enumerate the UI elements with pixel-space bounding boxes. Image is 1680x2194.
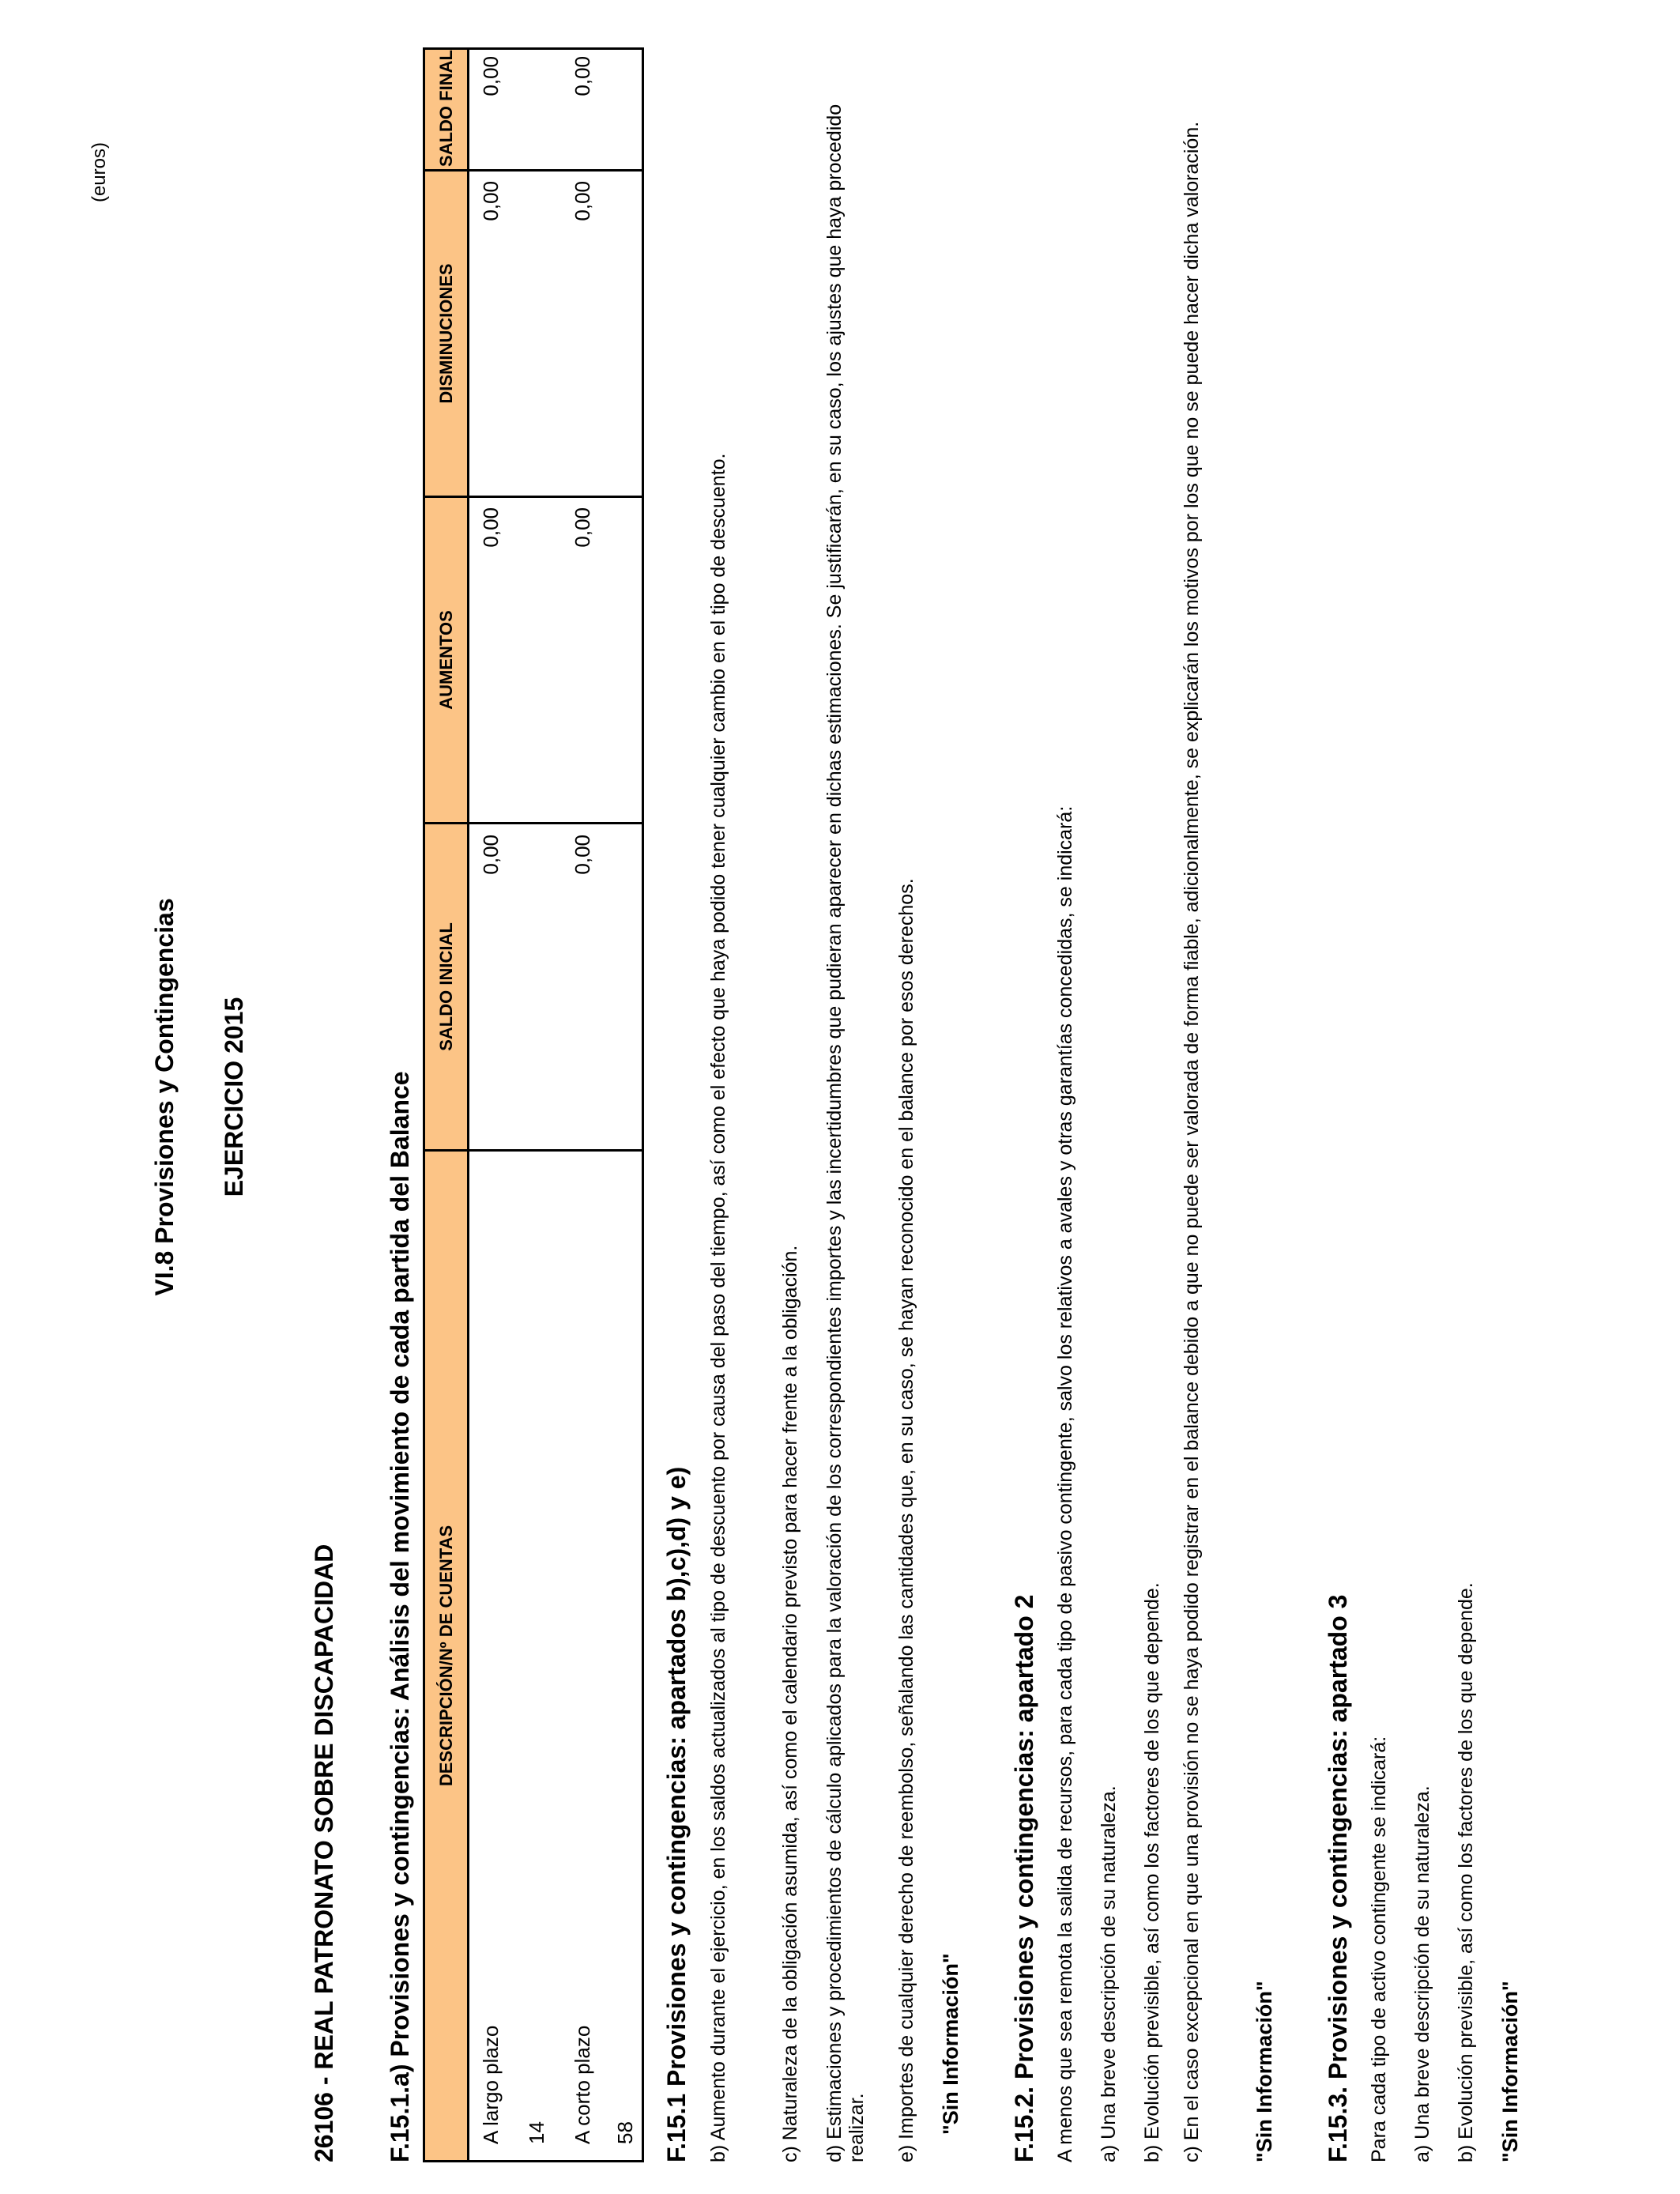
paragraph-e: e) Importes de cualquier derecho de reembolso, señalando las cantidades que, en su caso, se hayan reconocido en el balance por esos derechos.	[895, 878, 917, 2162]
paragraph-intro: Para cada tipo de activo contingente se indicará:	[1368, 1736, 1390, 2162]
paragraph-c: c) Naturaleza de la obligación asumida, así como el calendario previsto para hacer frente a la obligación.	[779, 1245, 801, 2162]
col-header-disminuciones: DISMINUCIONES	[436, 263, 456, 404]
section-heading: F.15.1 Provisiones y contingencias: apartados b),c),d) y e)	[662, 1466, 691, 2162]
cell-disminuciones: 0,00	[571, 181, 594, 221]
page-title: VI.8 Provisiones y Contingencias	[150, 898, 179, 1296]
row-account: 14	[525, 2121, 548, 2144]
col-header-saldo-inicial: SALDO INICIAL	[436, 922, 456, 1051]
paragraph-a: a) Una breve descripción de su naturaleza.	[1411, 1785, 1433, 2162]
paragraph-a: a) Una breve descripción de su naturaleza.	[1098, 1785, 1120, 2162]
cell-aumentos: 0,00	[479, 507, 503, 548]
paragraph-b: b) Aumento durante el ejercicio, en los saldos actualizados al tipo de descuento por causa del paso del tiempo, así como el efecto que haya podido tener cualquier cambio en el tipo de descuento.	[707, 453, 729, 2162]
paragraph-b: b) Evolución previsible, así como los factores de los que depende.	[1455, 1582, 1477, 2162]
cell-saldo-inicial: 0,00	[571, 835, 594, 875]
row-description: A corto plazo	[571, 2025, 594, 2144]
paragraph-intro: A menos que sea remota la salida de recursos, para cada tipo de pasivo contingente, salvo los relativos a avales y otras garantías concedidas, se indicará:	[1054, 805, 1076, 2162]
paragraph-b: b) Evolución previsible, así como los factores de los que depende.	[1141, 1582, 1163, 2162]
cell-disminuciones: 0,00	[479, 181, 503, 221]
cell-saldo-final: 0,00	[479, 56, 503, 96]
col-header-saldo-final: SALDO FINAL	[436, 50, 456, 167]
fiscal-year: EJERCICIO 2015	[220, 997, 248, 1197]
col-header-aumentos: AUMENTOS	[436, 610, 456, 710]
paragraph-d: d) Estimaciones y procedimientos de cálculo aplicados para la valoración de los correspondientes importes y las incertidumbres que pudieran aparecer en dichas estimaciones. Se justificarán, en su caso, los ajustes que haya procedido realizar.	[823, 104, 868, 2162]
currency-note: (euros)	[89, 141, 110, 202]
sin-informacion: "Sin Información"	[939, 1953, 962, 2135]
col-header-description: DESCRIPCIÓN/Nº DE CUENTAS	[436, 1525, 456, 1787]
cell-aumentos: 0,00	[571, 507, 594, 548]
section-heading: F.15.3. Provisiones y contingencias: apartado 3	[1324, 1594, 1352, 2162]
section-heading: F.15.2. Provisiones y contingencias: apartado 2	[1010, 1594, 1038, 2162]
sin-informacion: "Sin Información"	[1252, 1981, 1276, 2162]
table-title: F.15.1.a) Provisiones y contingencias: Análisis del movimiento de cada partida del Balance	[386, 1071, 414, 2162]
cell-saldo-final: 0,00	[571, 56, 594, 96]
provisions-table	[423, 47, 644, 2162]
entity-name: 26106 - REAL PATRONATO SOBRE DISCAPACIDAD	[310, 1544, 338, 2162]
row-account: 58	[613, 2121, 637, 2144]
paragraph-c: c) En el caso excepcional en que una provisión no se haya podido registrar en el balance debido a que no puede ser valorada de forma fiable, adicionalmente, se explicarán los motivos por los que no se puede hacer dicha valoración.	[1181, 121, 1203, 2162]
sin-informacion: "Sin Información"	[1498, 1981, 1522, 2162]
row-description: A largo plazo	[479, 2025, 503, 2144]
cell-saldo-inicial: 0,00	[479, 835, 503, 875]
